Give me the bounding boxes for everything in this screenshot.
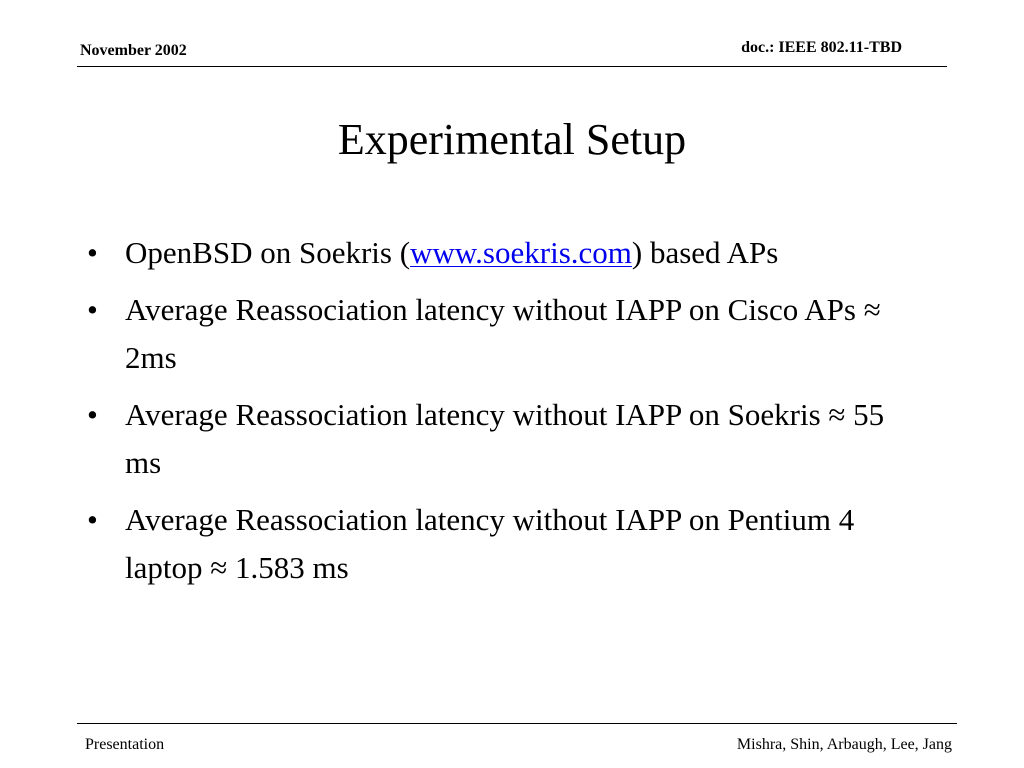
footer-authors: Mishra, Shin, Arbaugh, Lee, Jang [736,736,952,753]
bullet-text-suffix: ) based APs [631,235,779,270]
bullet-text: Average Reassociation latency without IAPP on Pentium 4 laptop ≈ 1.583 ms [125,502,855,585]
bullet-marker: • [87,235,98,270]
soekris-link[interactable]: www.soekris.com [410,235,632,270]
bullet-item [87,496,917,592]
bullet-text-prefix: OpenBSD on Soekris ( [125,235,411,270]
footer-rule [77,723,957,724]
header-date: November 2002 [80,42,187,59]
slide-title: Experimental Setup [337,115,687,164]
bullet-item [87,229,917,277]
footer-left: Presentation [85,736,165,753]
bullet-marker: • [87,292,98,327]
bullet-marker: • [87,397,98,432]
bullet-text: Average Reassociation latency without IAPP on Cisco APs ≈ 2ms [125,292,881,375]
bullet-list [87,229,917,601]
header-doc-id: doc.: IEEE 802.11-TBD [741,39,902,56]
bullet-item [87,286,917,382]
bullet-item [87,391,917,487]
bullet-text: Average Reassociation latency without IAPP on Soekris ≈ 55 ms [125,397,885,480]
bullet-marker: • [87,502,98,537]
header-rule [77,66,947,67]
